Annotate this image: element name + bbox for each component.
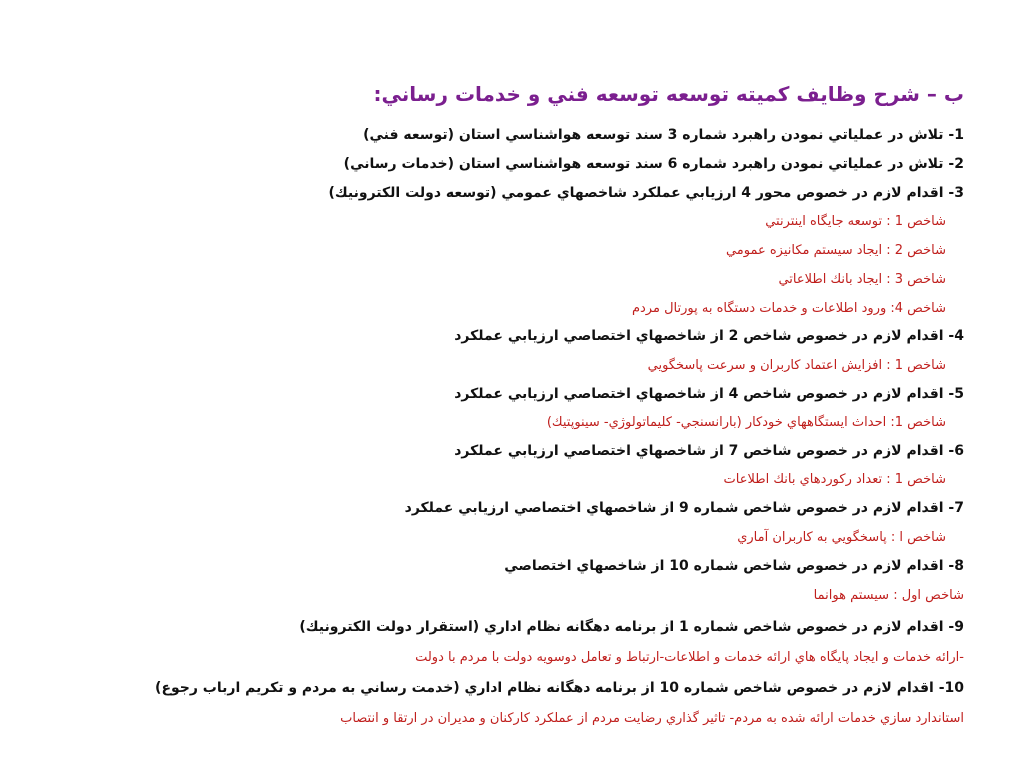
task-3-indicator-4: شاخص 4: ورود اطلاعات و خدمات دستگاه به پورتال مردم bbox=[631, 301, 946, 316]
task-3-indicator-2: شاخص 2 : ايجاد سيستم مكانيزه عمومي bbox=[725, 243, 946, 258]
task-8: 8- اقدام لازم در خصوص شاخص شماره 10 از شاخصهاي اختصاصي bbox=[504, 558, 964, 574]
task-5-indicator-1: شاخص 1: احداث ايستگاههاي خودكار (بارانسنجي- كليماتولوژي- سينوپتيك) bbox=[546, 415, 946, 430]
task-3: 3- اقدام لازم در خصوص محور 4 ارزيابي عملكرد شاخصهاي عمومي (توسعه دولت الكترونيك) bbox=[328, 185, 964, 201]
task-7: 7- اقدام لازم در خصوص شاخص شماره 9 از شاخصهاي اختصاصي ارزيابي عملكرد bbox=[404, 500, 964, 516]
task-4: 4- اقدام لازم در خصوص شاخص 2 از شاخصهاي اختصاصي ارزيابي عملكرد bbox=[454, 328, 964, 344]
task-3-indicator-1: شاخص 1 : توسعه جايگاه اينترنتي bbox=[765, 214, 946, 229]
task-7-indicator-1: شاخص ا : پاسخگويي به كاربران آماري bbox=[737, 530, 946, 545]
task-10-detail: استاندارد سازي خدمات ارائه شده به مردم- تاثير گذاري رضايت مردم از عملكرد كاركنان و مديران در ارتقا و انتصاب bbox=[340, 711, 964, 726]
task-3-indicator-3: شاخص 3 : ايجاد بانك اطلاعاتي bbox=[778, 272, 946, 287]
task-9: 9- اقدام لازم در خصوص شاخص شماره 1 از برنامه دهگانه نظام اداري (استقرار دولت الكترونيك) bbox=[299, 619, 964, 635]
task-9-detail: -ارائه خدمات و ايجاد پايگاه هاي ارائه خدمات و اطلاعات-ارتباط و تعامل دوسويه دولت با مردم با دولت bbox=[415, 650, 964, 665]
task-1: 1- تلاش در عملياتي نمودن راهبرد شماره 3 سند توسعه هواشناسي استان (توسعه فني) bbox=[363, 127, 964, 143]
task-6: 6- اقدام لازم در خصوص شاخص 7 از شاخصهاي اختصاصي ارزيابي عملكرد bbox=[454, 443, 964, 459]
task-5: 5- اقدام لازم در خصوص شاخص 4 از شاخصهاي اختصاصي ارزيابي عملكرد bbox=[454, 386, 964, 402]
task-10: 10- اقدام لازم در خصوص شاخص شماره 10 از برنامه دهگانه نظام اداري (خدمت رساني به مردم و تكريم ارباب رجوع) bbox=[155, 680, 964, 696]
task-2: 2- تلاش در عملياتي نمودن راهبرد شماره 6 سند توسعه هواشناسي استان (خدمات رساني) bbox=[343, 156, 964, 172]
task-8-indicator-1: شاخص اول : سيستم هوانما bbox=[813, 588, 964, 603]
page-title: ب – شرح وظايف كميته توسعه توسعه فني و خدمات رساني: bbox=[373, 82, 964, 106]
task-4-indicator-1: شاخص 1 : افزايش اعتماد كاربران و سرعت پاسخگويي bbox=[647, 358, 946, 373]
task-6-indicator-1: شاخص 1 : تعداد ركوردهاي بانك اطلاعات bbox=[723, 472, 946, 487]
